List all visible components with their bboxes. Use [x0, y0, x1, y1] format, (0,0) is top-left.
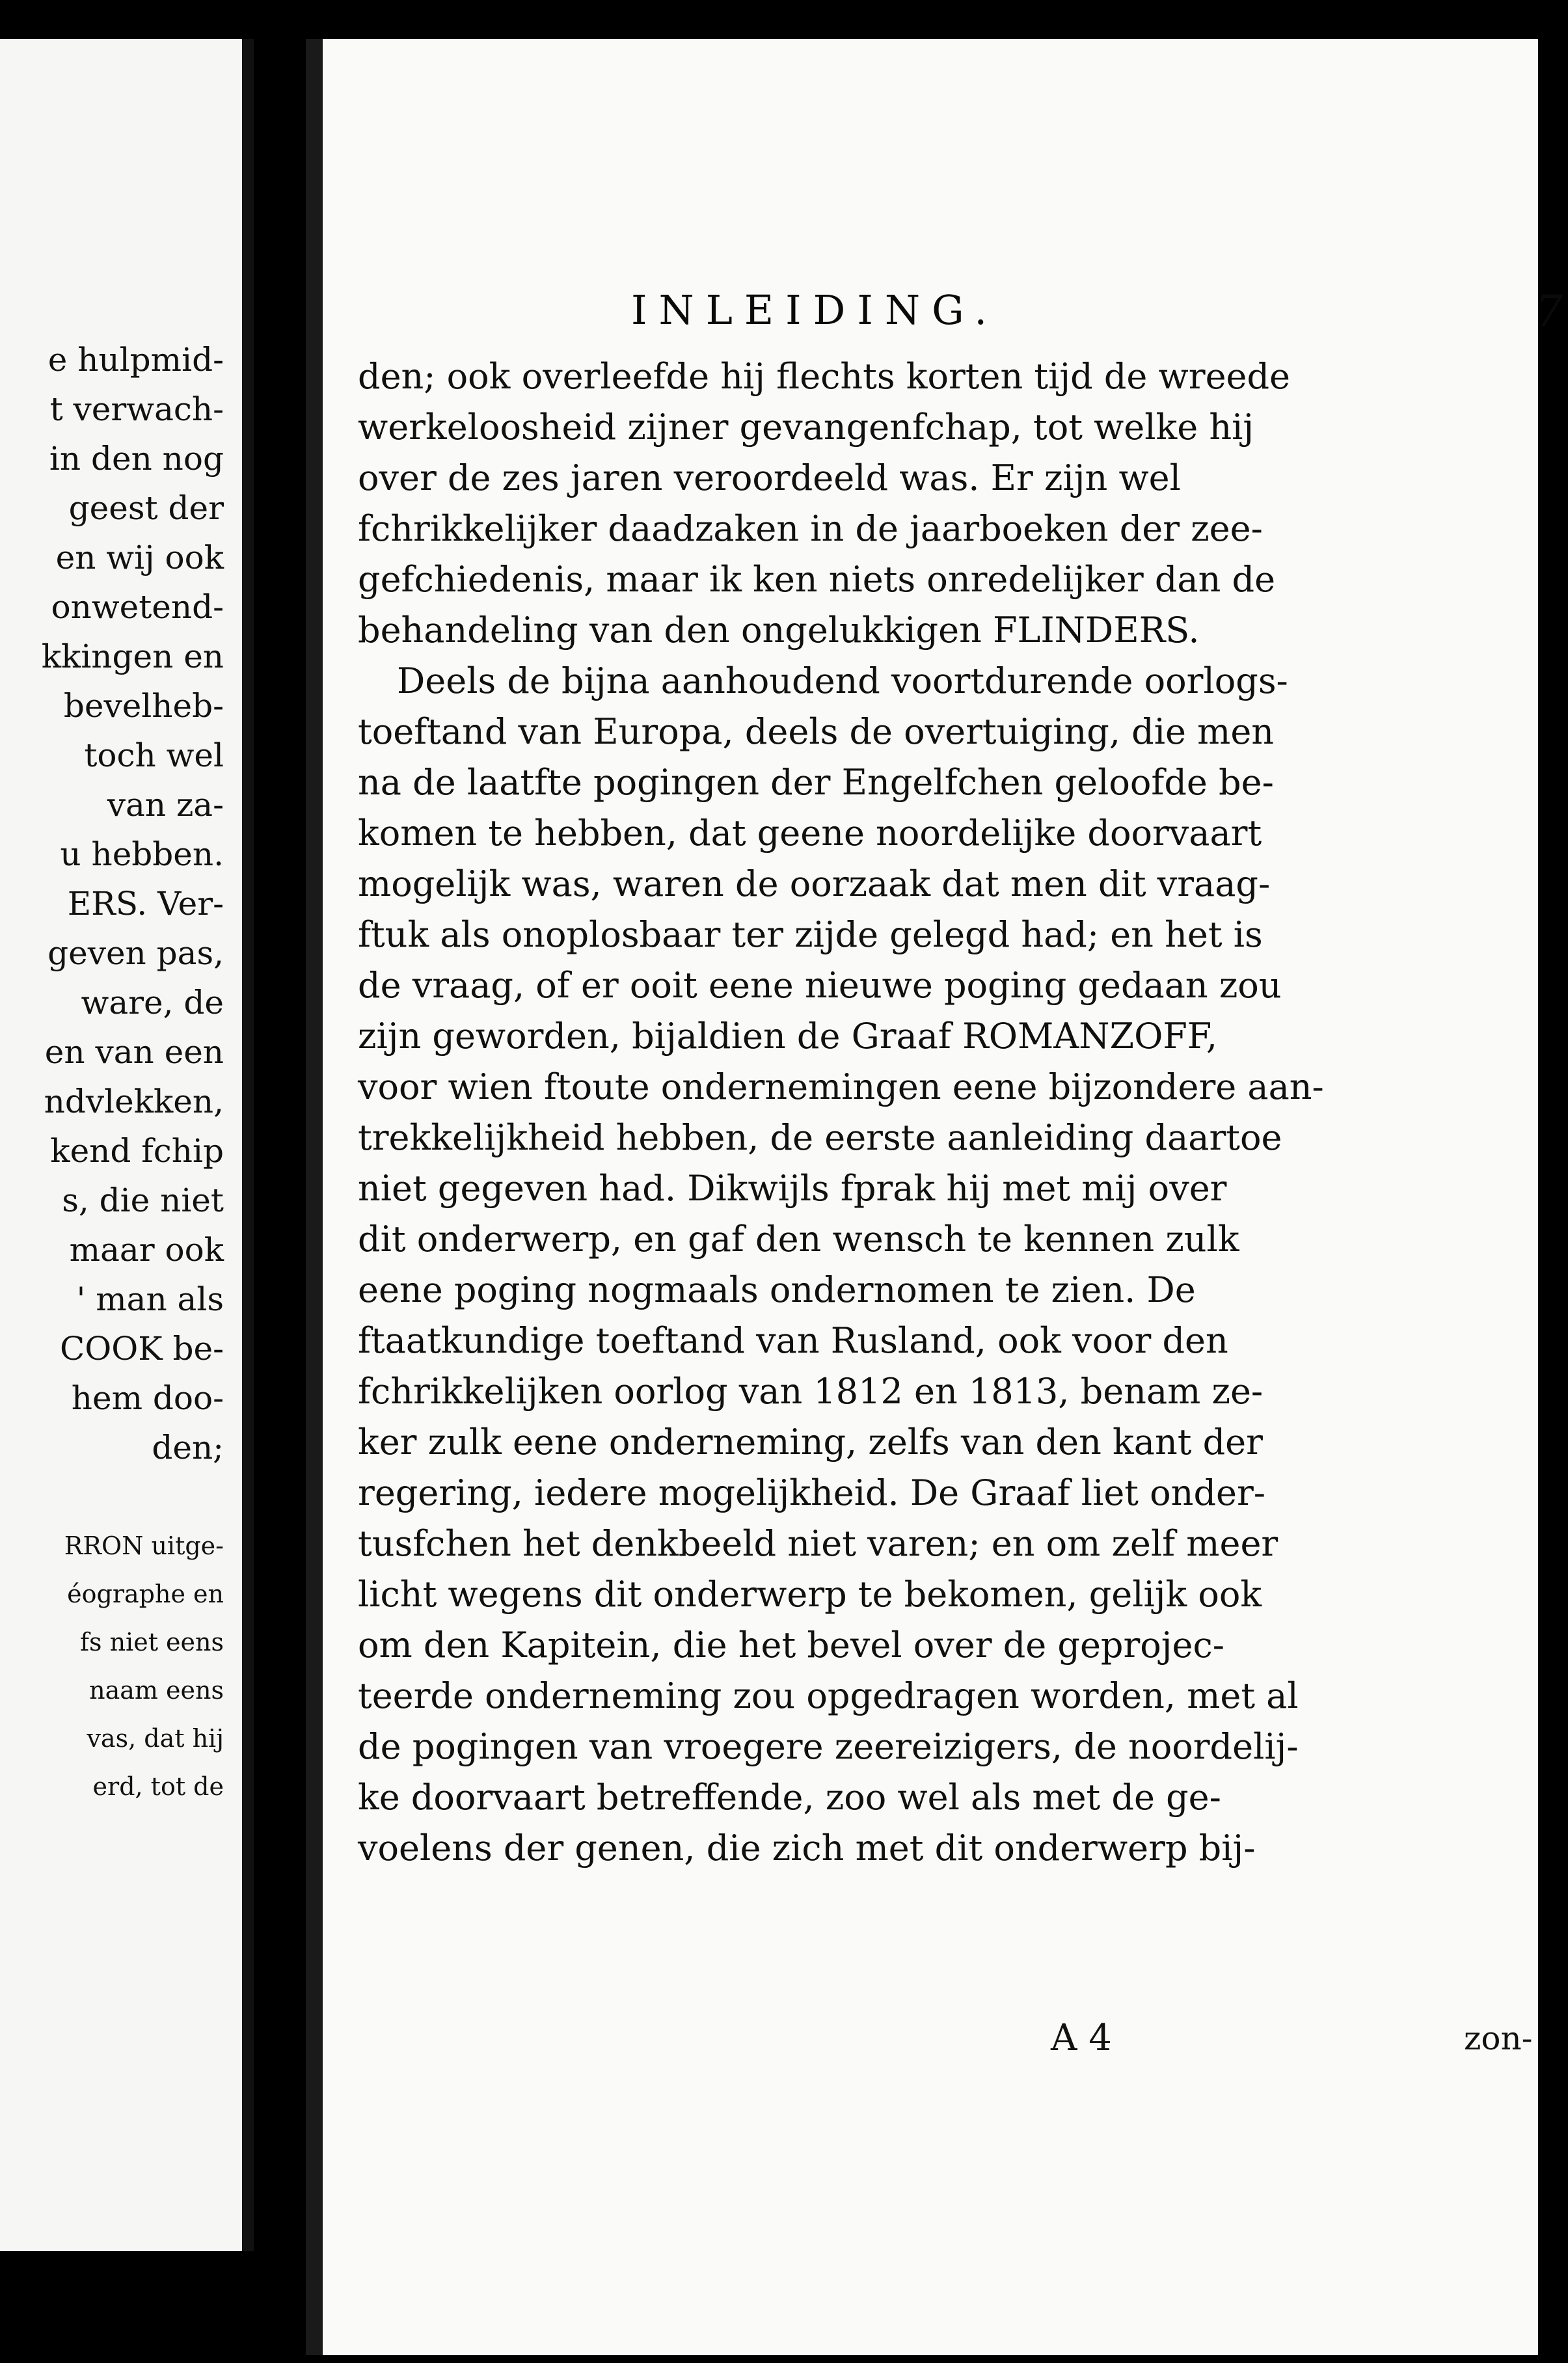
page-header — [631, 286, 1568, 338]
left-text-line: kend fchip — [50, 1132, 224, 1170]
left-text-line: in den nog — [49, 440, 224, 478]
body-text-line: ker zulk eene onderneming, zelfs van den kant der — [358, 1422, 1263, 1463]
left-page — [0, 39, 254, 2251]
left-text-line: van za- — [107, 786, 224, 824]
catchword: zon- — [1464, 2019, 1533, 2057]
left-text-line: erd, tot de — [92, 1772, 224, 1801]
body-text-line: trekkelijkheid hebben, de eerste aanleiding daartoe — [358, 1117, 1282, 1158]
left-text-line: ERS. Ver- — [67, 885, 224, 923]
body-text-line: de pogingen van vroegere zeereizigers, de noordelij- — [358, 1726, 1299, 1767]
body-text-line: om den Kapitein, die het bevel over de geprojec- — [358, 1625, 1224, 1666]
running-head: INLEIDING. — [631, 286, 999, 334]
body-text-line: over de zes jaren veroordeeld was. Er zijn wel — [358, 457, 1181, 498]
body-text-line: gefchiedenis, maar ik ken niets onredelijker dan de — [358, 559, 1276, 600]
body-text-line: voor wien ftoute ondernemingen eene bijzondere aan- — [358, 1066, 1324, 1107]
body-text-line: voelens der genen, die zich met dit onderwerp bij- — [358, 1828, 1256, 1869]
body-text-line: tusfchen het denkbeeld niet varen; en om zelf meer — [358, 1523, 1278, 1564]
body-text-line: licht wegens dit onderwerp te bekomen, gelijk ook — [358, 1574, 1262, 1615]
left-text-line: toch wel — [84, 736, 224, 774]
body-text-line: den; ook overleefde hij flechts korten tijd de wreede — [358, 356, 1291, 397]
left-text-line: bevelheb- — [63, 687, 224, 725]
left-text-line: maar ook — [69, 1231, 224, 1269]
body-text-line: niet gegeven had. Dikwijls fprak hij met mij over — [358, 1168, 1227, 1209]
body-text-line: de vraag, of er ooit eene nieuwe poging gedaan zou — [358, 965, 1282, 1006]
left-page-text — [0, 335, 224, 1811]
left-text-line: en van een — [44, 1033, 224, 1071]
body-text-line: na de laatfte pogingen der Engelfchen geloofde be- — [358, 762, 1274, 803]
left-text-line: t verwach- — [49, 390, 224, 428]
body-text-line: werkeloosheid zijner gevangenfchap, tot welke hij — [358, 407, 1254, 448]
left-text-line: den; — [152, 1429, 224, 1466]
left-text-line: éographe en — [67, 1580, 224, 1608]
left-text-line: ' man als — [76, 1280, 224, 1318]
left-text-line: u hebben. — [60, 835, 224, 873]
body-text-line: eene poging nogmaals ondernomen te zien. De — [358, 1269, 1196, 1310]
body-text-line: fchrikkelijken oorlog van 1812 en 1813, benam ze- — [358, 1371, 1264, 1412]
left-text-line: e hulpmid- — [47, 341, 224, 379]
left-text-line — [0, 1472, 224, 1522]
body-text-line: ftaatkundige toeftand van Rusland, ook voor den — [358, 1320, 1228, 1361]
left-text-line: geest der — [68, 489, 224, 527]
body-text-line: Deels de bijna aanhoudend voortdurende oorlogs- — [397, 660, 1288, 701]
page-footer — [358, 2017, 1568, 2082]
body-text-line: teerde onderneming zou opgedragen worden, met al — [358, 1675, 1299, 1716]
left-text-line: ndvlekken, — [44, 1083, 224, 1120]
right-page — [306, 39, 1563, 2355]
left-text-line: ware, de — [81, 984, 224, 1021]
left-text-line: vas, dat hij — [87, 1724, 224, 1753]
left-text-line: en wij ook — [55, 539, 224, 576]
body-text-line: mogelijk was, waren de oorzaak dat men dit vraag- — [358, 863, 1271, 904]
left-text-line: fs niet eens — [79, 1628, 224, 1656]
body-text-line: regering, iedere mogelijkheid. De Graaf liet onder- — [358, 1472, 1266, 1513]
left-text-line: geven pas, — [47, 934, 224, 972]
body-text-line: zijn geworden, bijaldien de Graaf ROMANZOFF, — [358, 1016, 1218, 1057]
left-text-line: RRON uitge- — [64, 1532, 224, 1560]
body-text-line: ke doorvaart betreffende, zoo wel als met de ge- — [358, 1777, 1221, 1818]
left-text-line: hem doo- — [71, 1379, 224, 1417]
page-gutter — [306, 39, 323, 2355]
left-text-line: onwetend- — [51, 588, 224, 626]
left-text-line: s, die niet — [62, 1182, 224, 1219]
signature-mark: A 4 — [1051, 2017, 1112, 2059]
left-text-line: kkingen en — [41, 638, 224, 675]
body-text-line: dit onderwerp, en gaf den wensch te kennen zulk — [358, 1219, 1239, 1260]
body-text — [358, 351, 1568, 1874]
body-text-line: komen te hebben, dat geene noordelijke doorvaart — [358, 813, 1262, 854]
body-text-line: toeftand van Europa, deels de overtuiging, die men — [358, 711, 1275, 752]
left-text-line: naam eens — [89, 1676, 224, 1705]
page-number: 7 — [1535, 286, 1563, 336]
body-text-line: ftuk als onoplosbaar ter zijde gelegd had; en het is — [358, 914, 1263, 955]
body-text-line: fchrikkelijker daadzaken in de jaarboeken der zee- — [358, 508, 1263, 549]
left-text-line: COOK be- — [60, 1330, 224, 1368]
body-text-line: behandeling van den ongelukkigen FLINDERS. — [358, 610, 1200, 651]
